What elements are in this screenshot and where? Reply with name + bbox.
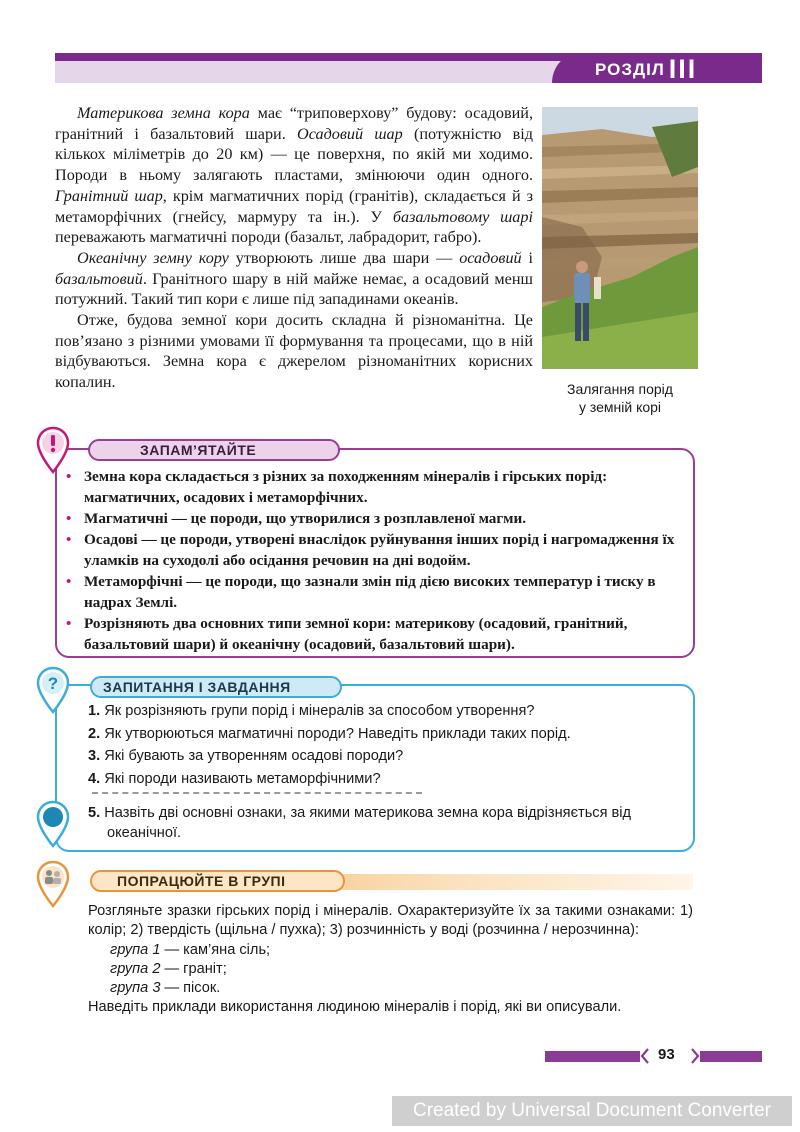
remember-item: • Магматичні — це породи, що утворилися з розплавленої магми. (66, 508, 686, 529)
text-segment: , крім магматичних порід (гранітів), складається й з метаморфічних (гнейсу, мармуру та ін.). У (55, 186, 533, 226)
question-item (88, 768, 688, 791)
group-item (88, 960, 693, 979)
term-basalt: базальтовий (55, 269, 143, 288)
group-work-intro: Розгляньте зразки гірських порід і мінералів. Охарактеризуйте їх за такими ознаками: 1) колір; 2) твердість (щільна / пухка); 3) розчинність у воді (розчинна / нерозчинна): (88, 903, 693, 939)
question-number: 4. (88, 770, 101, 787)
footer-bar-left (545, 1051, 640, 1062)
group-text: — граніт; (160, 960, 227, 977)
term-sedimentary-layer: Осадовий шар (297, 124, 403, 143)
question-text: Які породи називають метаморфічними? (104, 770, 381, 787)
chevron-right-icon (690, 1048, 700, 1064)
question-item (88, 700, 688, 723)
chevron-left-icon (640, 1048, 650, 1064)
questions-divider (92, 792, 422, 794)
text-segment: переважають магматичні породи (базальт, лабрадорит, габро). (55, 228, 482, 247)
photo-caption (540, 380, 700, 416)
text-segment: і (521, 248, 533, 267)
group-work-title: ПОПРАЦЮЙТЕ В ГРУПІ (117, 873, 286, 889)
text-segment: . Гранітного шару в ній майже немає, а осадовий менш потужний. Такий тип кори є лише під западинами океанів. (55, 269, 533, 309)
section-label (595, 56, 697, 83)
group-label: група 1 (110, 941, 161, 958)
converter-watermark: Created by Universal Document Converter (392, 1096, 792, 1126)
term-granite-layer: Гранітний шар (55, 186, 163, 205)
question-item (88, 745, 688, 768)
questions-title: ЗАПИТАННЯ І ЗАВДАННЯ (103, 679, 291, 695)
paragraph-oceanic-crust (55, 248, 533, 310)
question-text: Як утворюються магматичні породи? Наведіть приклади таких порід. (104, 725, 571, 742)
questions-list (88, 700, 688, 790)
page-number: 93 (658, 1046, 675, 1063)
text-segment: (потужністю від кількох міліметрів до 20 км) — це поверхня, по якій ми ходимо. Породи в ньому залягають пластами, змінюючи один одного. (55, 124, 534, 185)
question-text: Як розрізняють групи порід і мінералів за способом утворення? (104, 703, 535, 719)
question-text: Назвіть дві основні ознаки, за якими материкова земна кора відрізняється від океанічної. (104, 805, 632, 841)
term-basalt-layer: базальтовому шарі (392, 207, 533, 226)
section-word: РОЗДІЛ (595, 60, 665, 79)
rock-layers-photo (542, 107, 698, 369)
rock-layers-illustration (542, 107, 698, 369)
term-sedimentary: осадовий (459, 248, 522, 267)
remember-title: ЗАПАМ’ЯТАЙТЕ (140, 442, 257, 458)
term-continental-crust: Материкова земна кора (77, 104, 250, 122)
svg-text:?: ? (47, 674, 59, 693)
question-number: 5. (88, 805, 101, 821)
group-work-outro: Наведіть приклади використання людиною мінералів і порід, які ви описували. (88, 999, 622, 1016)
question-pin-icon (36, 666, 70, 716)
paragraph-summary: Отже, будова земної кори досить складна й різноманітна. Це пов’язано з різними умовами її формування та процесами, що в ній відбуваються. Земна кора є джерелом різноманітних корисних копалин. (55, 311, 533, 392)
group-item (88, 941, 693, 960)
group-work-text (88, 902, 693, 1018)
question-number: 1. (88, 703, 101, 719)
section-number: III (668, 54, 698, 84)
text-segment: утворюють лише два шари — (228, 248, 460, 267)
question-number: 2. (88, 725, 101, 742)
footer-bar-right (700, 1051, 762, 1062)
text-segment: має “триповерхову” будову: осадовий, гранітний і базальтовий шари. (55, 104, 533, 143)
remember-item: • Земна кора складається з різних за походженням мінералів і гірських порід: магматичних, осадових і метаморфічних. (66, 466, 686, 508)
group-text: — кам’яна сіль; (160, 941, 271, 958)
question-text: Які бувають за утворенням осадові породи? (104, 748, 404, 764)
main-text (55, 103, 533, 393)
caption-line-2: у земній корі (578, 399, 662, 415)
group-label: група 3 (110, 980, 161, 997)
term-oceanic-crust: Океанічну земну кору (77, 248, 229, 267)
group-label: група 2 (110, 960, 161, 977)
group-item (88, 979, 693, 998)
exclamation-pin-icon (36, 426, 70, 476)
question-number: 3. (88, 748, 101, 764)
question-item-advanced (88, 803, 707, 843)
group-text: — пісок. (160, 980, 221, 997)
caption-line-1: Залягання порід (567, 381, 673, 397)
group-work-pin-icon (36, 860, 70, 910)
remember-item: • Метаморфічні — це породи, що зазнали змін під дією високих температур і тиску в надрах Землі. (66, 571, 686, 613)
question-item (88, 723, 688, 746)
advanced-task-pin-icon (36, 800, 70, 850)
remember-list (66, 466, 686, 655)
paragraph-continental-crust (55, 103, 533, 248)
remember-item: • Розрізняють два основних типи земної кори: материкову (осадовий, гранітний, базальтовий шари) й океанічну (осадовий, базальтовий шари). (66, 613, 686, 655)
remember-item: • Осадові — це породи, утворені внаслідок руйнування інших порід і нагромадження їх уламків на суходолі або осідання речовин на дні водойм. (66, 529, 686, 571)
